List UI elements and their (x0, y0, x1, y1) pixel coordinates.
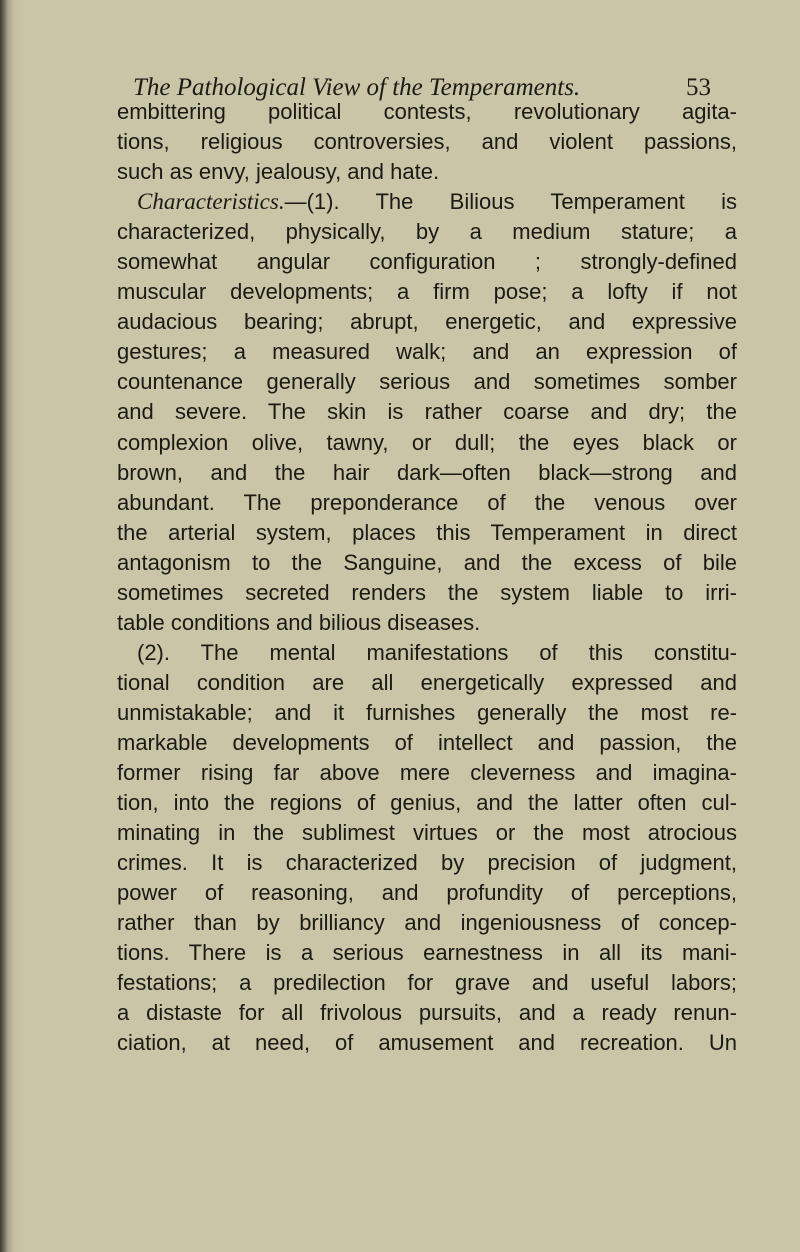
text-line (117, 1028, 737, 1058)
text-line (117, 608, 737, 638)
text-line (117, 247, 737, 277)
line-text: characterized, physically, by a medium stature; a (117, 219, 737, 245)
line-text: power of reasoning, and profundity of perceptions, (117, 880, 737, 906)
body-text (117, 97, 737, 1059)
text-line (117, 698, 737, 728)
line-text: complexion olive, tawny, or dull; the eyes black or (117, 429, 737, 455)
text-line (117, 788, 737, 818)
line-text: (2). The mental manifestations of this constitu- (137, 639, 737, 665)
text-line (117, 458, 737, 488)
text-line (117, 818, 737, 848)
line-text: gestures; a measured walk; and an expression of (117, 339, 737, 365)
text-line (117, 127, 737, 157)
line-text: such as envy, jealousy, and hate. (117, 159, 440, 185)
line-text: markable developments of intellect and passion, the (117, 729, 737, 755)
text-line (117, 758, 737, 788)
line-text: tions. There is a serious earnestness in all its mani- (117, 940, 737, 966)
line-text: festations; a predilection for grave and useful labors; (117, 970, 737, 996)
line-text: sometimes secreted renders the system liable to irri- (117, 579, 737, 605)
line-text: embittering political contests, revolutionary agita- (117, 99, 737, 124)
text-line (117, 998, 737, 1028)
text-line (117, 578, 737, 608)
text-line (117, 938, 737, 968)
line-text: audacious bearing; abrupt, energetic, and expressive (117, 309, 737, 335)
text-line (117, 337, 737, 367)
line-text: tions, religious controversies, and violent passions, (117, 129, 737, 155)
text-line (117, 367, 737, 397)
text-line (117, 548, 737, 578)
text-line (117, 307, 737, 337)
text-line (117, 187, 737, 217)
line-text: and severe. The skin is rather coarse and dry; the (117, 399, 737, 425)
line-text: tion, into the regions of genius, and the latter often cul- (117, 790, 737, 816)
line-text: antagonism to the Sanguine, and the excess of bile (117, 549, 737, 575)
line-text: abundant. The preponderance of the venous over (117, 489, 737, 515)
line-text: muscular developments; a firm pose; a lofty if not (117, 279, 737, 305)
line-text: unmistakable; and it furnishes generally the most re- (117, 699, 737, 725)
line-text: minating in the sublimest virtues or the most atrocious (117, 820, 737, 846)
text-line (117, 848, 737, 878)
text-line (117, 157, 737, 187)
line-text: brown, and the hair dark—often black—strong and (117, 459, 737, 485)
text-line (117, 728, 737, 758)
section-heading: Characteristics. (137, 189, 285, 215)
text-line (117, 428, 737, 458)
line-text: a distaste for all frivolous pursuits, and a ready renun- (117, 1000, 737, 1026)
line-text: countenance generally serious and sometimes somber (117, 369, 737, 395)
text-line (117, 217, 737, 247)
line-text: —(1). The Bilious Temperament is (284, 189, 737, 215)
running-title: The Pathological View of the Temperaments. (133, 74, 581, 101)
text-line (117, 668, 737, 698)
text-line (117, 277, 737, 307)
line-text: table conditions and bilious diseases. (117, 609, 481, 635)
page-number: 53 (686, 74, 711, 101)
text-line (117, 488, 737, 518)
text-line (117, 97, 737, 127)
line-text: crimes. It is characterized by precision of judgment, (117, 850, 737, 876)
text-line (117, 968, 737, 998)
text-line (117, 518, 737, 548)
line-text: ciation, at need, of amusement and recreation. Un (117, 1030, 737, 1056)
line-text: rather than by brilliancy and ingeniousness of concep- (117, 910, 737, 936)
line-text: former rising far above mere cleverness and imagina- (117, 760, 737, 786)
text-line (117, 638, 737, 668)
line-text: the arterial system, places this Temperament in direct (117, 519, 737, 545)
text-line (117, 878, 737, 908)
line-text: somewhat angular configuration ; strongly-defined (117, 249, 737, 275)
line-text: tional condition are all energetically expressed and (117, 669, 737, 695)
text-line (117, 908, 737, 938)
text-line (117, 397, 737, 427)
